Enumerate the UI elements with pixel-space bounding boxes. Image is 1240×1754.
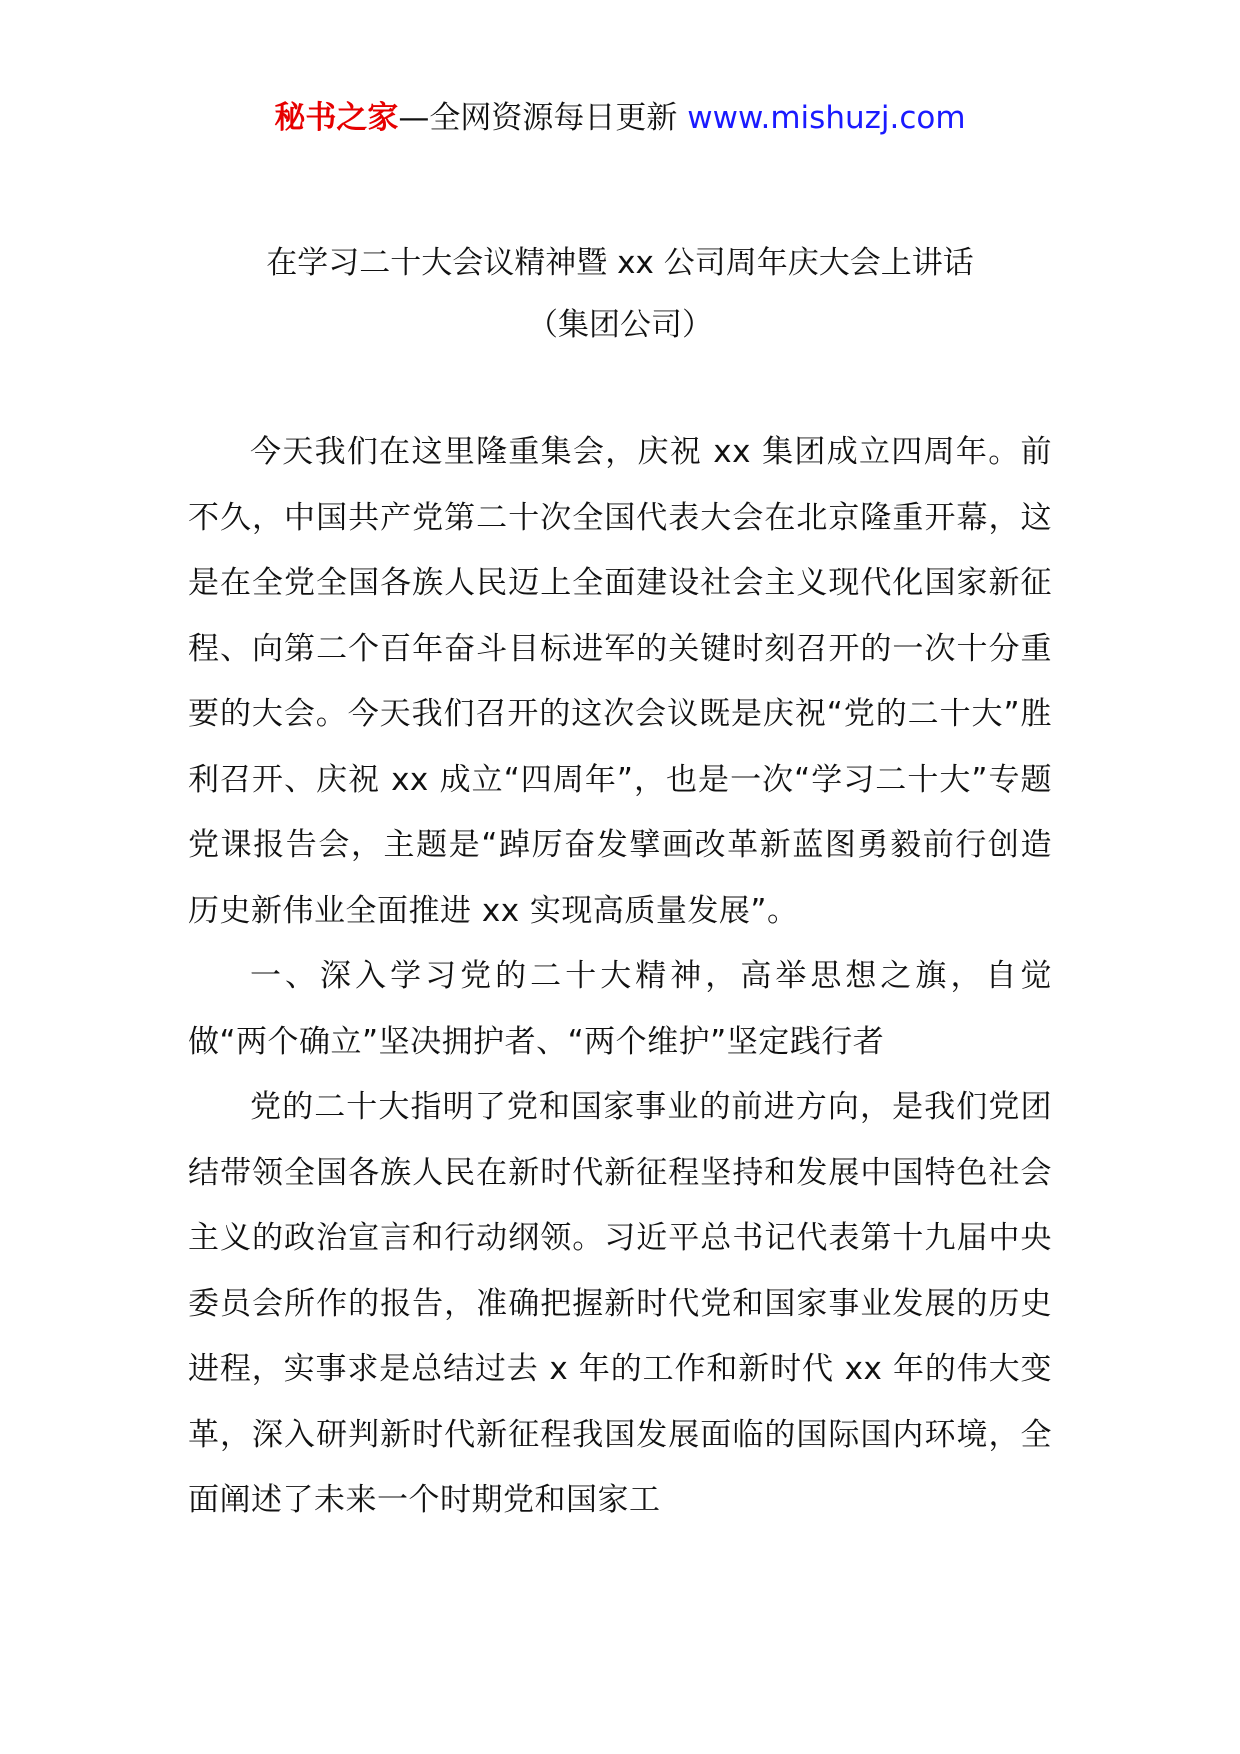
document-body: [188, 420, 1052, 1534]
page-title: 在学习二十大会议精神暨 xx 公司周年庆大会上讲话: [266, 245, 974, 281]
body-paragraph: 党的二十大指明了党和国家事业的前进方向，是我们党团结带领全国各族人民在新时代新征程坚持和发展中国特色社会主义的政治宣言和行动纲领。习近平总书记代表第十九届中央委员会所作的报告，准确把握新时代党和国家事业发展的历史进程，实事求是总结过去 x 年的工作和新时代 xx 年的伟大变革，深入研判新时代新征程我国发展面临的国际国内环境，全面阐述了未来一个时期党和国家工: [188, 1089, 1052, 1518]
site-header: [0, 98, 1240, 138]
site-url-link[interactable]: www.mishuzj.com: [687, 100, 966, 136]
section-heading: 一、深入学习党的二十大精神，高举思想之旗，自觉做“两个确立”坚决拥护者、“两个维护”坚定践行者: [188, 958, 1052, 1060]
body-paragraph: 今天我们在这里隆重集会，庆祝 xx 集团成立四周年。前不久，中国共产党第二十次全国代表大会在北京隆重开幕，这是在全党全国各族人民迈上全面建设社会主义现代化国家新征程、向第二个百年奋斗目标进军的关键时刻召开的一次十分重要的大会。今天我们召开的这次会议既是庆祝“党的二十大”胜利召开、庆祝 xx 成立“四周年”，也是一次“学习二十大”专题党课报告会，主题是“踔厉奋发擘画改革新蓝图勇毅前行创造历史新伟业全面推进 xx 实现高质量发展”。: [188, 434, 1052, 929]
page-subtitle: （集团公司）: [527, 307, 713, 343]
header-slogan: —全网资源每日更新: [398, 100, 678, 136]
brand-name: 秘书之家: [274, 100, 399, 136]
document-title: [0, 232, 1240, 356]
